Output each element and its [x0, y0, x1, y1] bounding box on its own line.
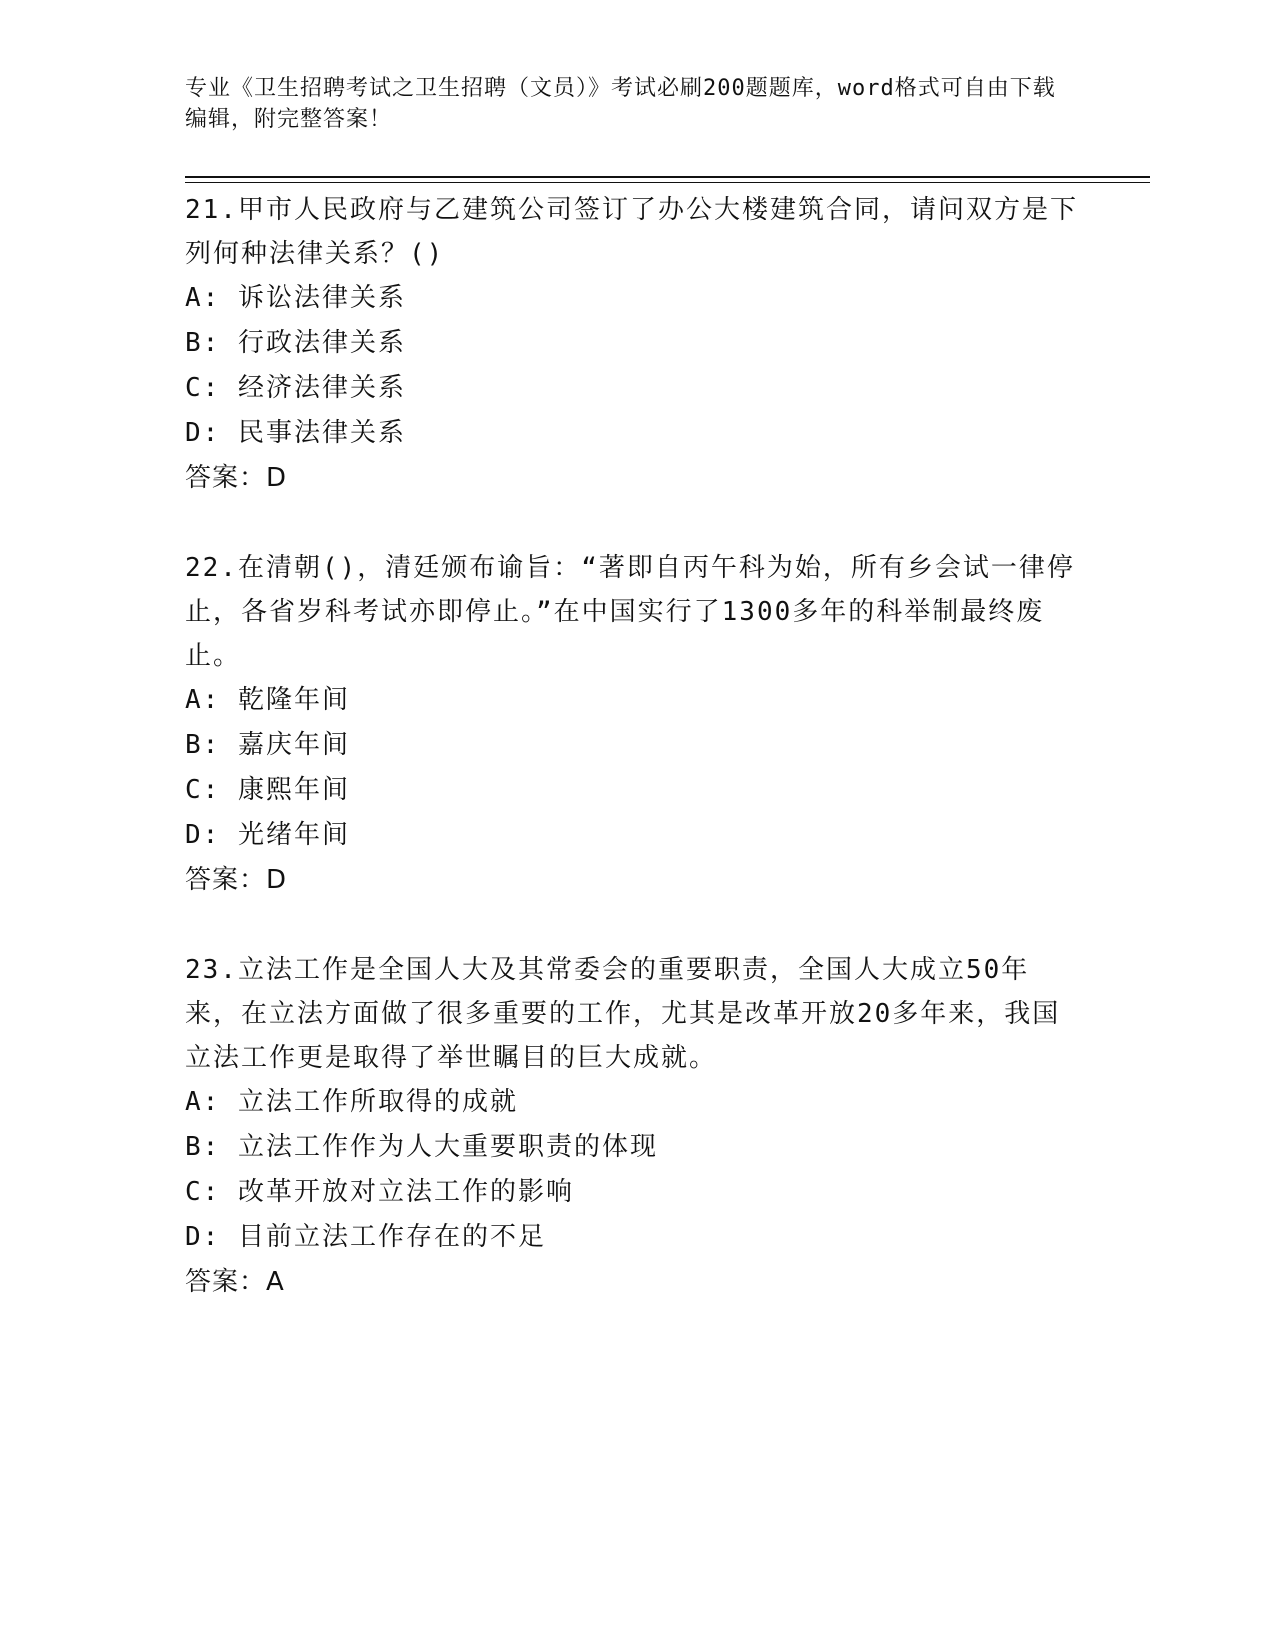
answer-line: 答案：D [185, 865, 288, 895]
question-list [185, 188, 1085, 1350]
header-rule-thick [185, 176, 1150, 178]
option-d: D: 目前立法工作存在的不足 [185, 1222, 546, 1252]
option-c: C: 改革开放对立法工作的影响 [185, 1177, 574, 1207]
question-stem: 21.甲市人民政府与乙建筑公司签订了办公大楼建筑合同，请问双方是下列何种法律关系？() [185, 195, 1078, 269]
question-23 [185, 948, 1085, 1305]
header-rule-thin [185, 182, 1150, 183]
question-stem: 22.在清朝()，清廷颁布谕旨：“著即自丙午科为始，所有乡会试一律停止，各省岁科考试亦即停止。”在中国实行了1300多年的科举制最终废止。 [185, 553, 1075, 671]
option-d: D: 光绪年间 [185, 820, 350, 850]
option-a: A: 诉讼法律关系 [185, 283, 406, 313]
option-a: A: 乾隆年间 [185, 685, 350, 715]
document-header: 专业《卫生招聘考试之卫生招聘（文员）》考试必刷200题题库，word格式可自由下载编辑，附完整答案！ [185, 76, 1056, 132]
question-22 [185, 546, 1085, 903]
option-c: C: 康熙年间 [185, 775, 350, 805]
option-b: B: 立法工作作为人大重要职责的体现 [185, 1132, 658, 1162]
option-d: D: 民事法律关系 [185, 418, 406, 448]
option-b: B: 嘉庆年间 [185, 730, 350, 760]
option-b: B: 行政法律关系 [185, 328, 406, 358]
question-stem: 23.立法工作是全国人大及其常委会的重要职责，全国人大成立50年来，在立法方面做了很多重要的工作，尤其是改革开放20多年来，我国立法工作更是取得了举世瞩目的巨大成就。 [185, 955, 1061, 1073]
answer-line: 答案：D [185, 463, 288, 493]
option-a: A: 立法工作所取得的成就 [185, 1087, 518, 1117]
question-21 [185, 188, 1085, 501]
option-c: C: 经济法律关系 [185, 373, 406, 403]
answer-line: 答案：A [185, 1267, 285, 1297]
